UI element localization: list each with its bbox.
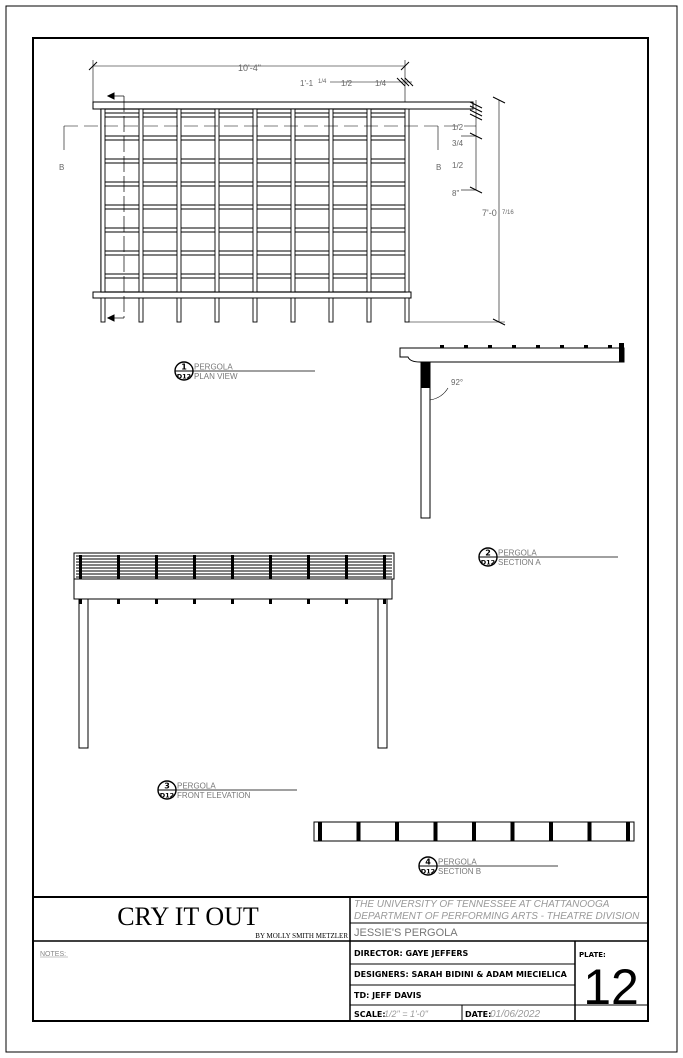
front-rafter bbox=[345, 555, 348, 579]
front-rafter-tail bbox=[193, 599, 196, 604]
section-b-rafter bbox=[588, 822, 592, 841]
plan-dim-top-1: 1'-1 bbox=[300, 79, 314, 88]
front-rafter bbox=[155, 555, 158, 579]
plan-post bbox=[177, 298, 181, 322]
section-b-rafter bbox=[472, 822, 476, 841]
section-b-view bbox=[314, 822, 634, 841]
front-rafter-tail bbox=[307, 599, 310, 604]
front-rafter-tail bbox=[231, 599, 234, 604]
callout-title: PERGOLA bbox=[194, 362, 233, 372]
callout-section-b bbox=[419, 857, 558, 876]
drawing-title: JESSIE'S PERGOLA bbox=[354, 927, 458, 939]
plan-post bbox=[367, 298, 371, 322]
plan-rafter bbox=[177, 109, 181, 292]
inner-border bbox=[33, 38, 648, 1021]
front-rafter-tail bbox=[383, 599, 386, 604]
plan-dim-right-3: 1/2 bbox=[452, 161, 464, 170]
plan-rafter bbox=[139, 109, 143, 292]
section-a-slat bbox=[560, 345, 564, 348]
callout-plate: D12 bbox=[159, 791, 175, 800]
callout-section-a bbox=[479, 548, 618, 567]
university-name: THE UNIVERSITY OF TENNESSEE AT CHATTANOOGA bbox=[354, 899, 610, 910]
scale-label: SCALE: bbox=[354, 1010, 386, 1019]
callout-subtitle: SECTION B bbox=[438, 867, 482, 876]
section-a-angle: 92° bbox=[451, 378, 464, 387]
director-credit: DIRECTOR: GAYE JEFFERS bbox=[354, 949, 469, 958]
plan-rafter bbox=[253, 109, 257, 292]
section-b-rafter bbox=[626, 822, 630, 841]
plan-post bbox=[329, 298, 333, 322]
front-rafter-tail bbox=[269, 599, 272, 604]
front-rafter bbox=[383, 555, 386, 579]
plan-dim-top-1-frac: 1/4 bbox=[318, 79, 327, 85]
plan-rafter bbox=[291, 109, 295, 292]
show-byline: BY MOLLY SMITH METZLER bbox=[255, 932, 348, 940]
plate-label: PLATE: bbox=[579, 951, 606, 959]
plan-dim-right-1: 1/2 bbox=[452, 123, 464, 132]
plan-rafter bbox=[101, 109, 105, 292]
callout-number: 4 bbox=[425, 857, 431, 867]
callout-subtitle: SECTION A bbox=[498, 558, 541, 567]
callout-subtitle: FRONT ELEVATION bbox=[177, 791, 251, 800]
plan-overall-depth: 7'-0 bbox=[482, 208, 497, 218]
front-elevation-view bbox=[74, 553, 394, 748]
section-b-rafter bbox=[511, 822, 515, 841]
show-title: CRY IT OUT bbox=[117, 902, 259, 931]
plan-dim-right-2: 3/4 bbox=[452, 139, 464, 148]
section-a-slat bbox=[440, 345, 444, 348]
callout-title: PERGOLA bbox=[498, 548, 537, 558]
section-b-rafter bbox=[318, 822, 322, 841]
front-rafter bbox=[269, 555, 272, 579]
plan-section-mark-left: B bbox=[59, 163, 65, 172]
plan-section-mark-right: B bbox=[436, 163, 442, 172]
callout-plate: D12 bbox=[480, 558, 496, 567]
plan-rafter bbox=[367, 109, 371, 292]
section-b-rafter bbox=[357, 822, 361, 841]
callout-subtitle: PLAN VIEW bbox=[194, 372, 238, 381]
section-a-slat bbox=[512, 345, 516, 348]
plan-post bbox=[101, 298, 105, 322]
front-rafter bbox=[231, 555, 234, 579]
plan-rafter bbox=[215, 109, 219, 292]
plan-dim-top-2: 1/2 bbox=[341, 79, 353, 88]
callout-number: 2 bbox=[485, 548, 491, 558]
front-rafter bbox=[117, 555, 120, 579]
section-a-view bbox=[400, 343, 624, 518]
plan-post bbox=[405, 298, 409, 322]
scale-value: 1/2" = 1'-0" bbox=[384, 1009, 428, 1019]
plan-dim-right-4: 8" bbox=[452, 189, 460, 198]
callout-title: PERGOLA bbox=[177, 781, 216, 791]
notes-label: NOTES: bbox=[40, 951, 67, 958]
front-rafter-tail bbox=[155, 599, 158, 604]
section-a-slat bbox=[536, 345, 540, 348]
section-b-rafter bbox=[395, 822, 399, 841]
front-rafter bbox=[193, 555, 196, 579]
date-value: 01/06/2022 bbox=[490, 1009, 541, 1020]
callout-number: 3 bbox=[164, 781, 170, 791]
td-credit: TD: JEFF DAVIS bbox=[354, 991, 422, 1000]
section-b-rafter bbox=[434, 822, 438, 841]
plan-rafter bbox=[405, 109, 409, 292]
plan-overall-width: 10'-4" bbox=[238, 63, 261, 73]
front-rafter bbox=[79, 555, 82, 579]
plan-post bbox=[139, 298, 143, 322]
callout-front bbox=[158, 781, 297, 800]
front-rafter bbox=[307, 555, 310, 579]
plan-dim-top-3: 1/4 bbox=[375, 79, 387, 88]
section-b-rafter bbox=[549, 822, 553, 841]
callout-number: 1 bbox=[181, 362, 187, 372]
plan-view bbox=[64, 60, 505, 325]
plan-post bbox=[253, 298, 257, 322]
callout-plan bbox=[175, 362, 315, 381]
front-rafter-tail bbox=[117, 599, 120, 604]
front-rafter-tail bbox=[345, 599, 348, 604]
callout-plate: D12 bbox=[420, 867, 436, 876]
plan-overall-depth-frac: 7/16 bbox=[502, 210, 514, 216]
plan-post bbox=[215, 298, 219, 322]
section-a-slat bbox=[608, 345, 612, 348]
plan-rafter bbox=[329, 109, 333, 292]
plan-post bbox=[291, 298, 295, 322]
callout-title: PERGOLA bbox=[438, 857, 477, 867]
designers-credit: DESIGNERS: SARAH BIDINI & ADAM MIECIELICA bbox=[354, 970, 567, 979]
department-name: DEPARTMENT OF PERFORMING ARTS - THEATRE DIVISION bbox=[354, 911, 640, 922]
section-a-slat bbox=[584, 345, 588, 348]
section-a-slat bbox=[488, 345, 492, 348]
date-label: DATE: bbox=[465, 1010, 492, 1019]
callout-plate: D12 bbox=[176, 372, 192, 381]
section-a-slat bbox=[464, 345, 468, 348]
plate-number: 12 bbox=[583, 959, 639, 1015]
